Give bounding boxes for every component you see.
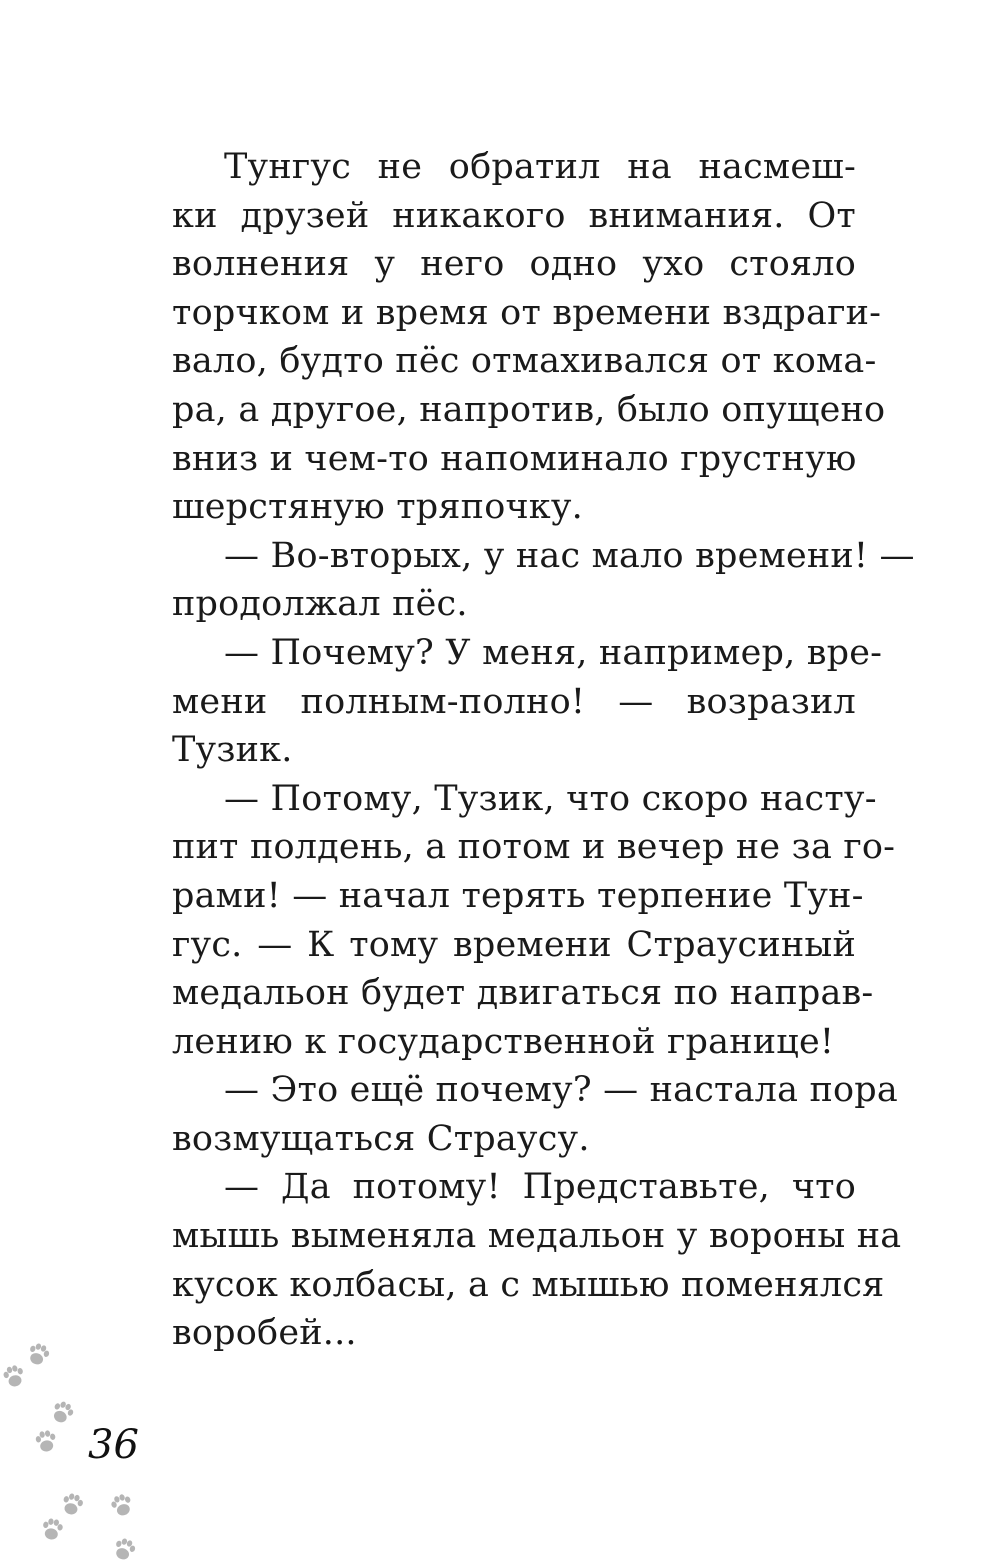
text-line: воробей...	[172, 1313, 357, 1354]
text-line: мени полным-полно! — возразил	[172, 681, 856, 722]
text-line: кусок колбасы, а с мышью поменялся	[172, 1264, 885, 1305]
page-text	[172, 143, 915, 1358]
text-line: — Потому, Тузик, что скоро насту-	[224, 778, 877, 819]
text-line: шерстяную тряпочку.	[172, 487, 583, 528]
text-line: пит полдень, а потом и вечер не за го-	[172, 827, 896, 868]
text-line: ки друзей никакого внимания. От	[172, 195, 856, 236]
text-line: ра, а другое, напротив, было опущено	[172, 389, 886, 430]
text-line: вало, будто пёс отмахивался от кома-	[172, 341, 877, 382]
text-line: рами! — начал терять терпение Тун-	[172, 875, 864, 916]
text-line: — Это ещё почему? — настала пора	[224, 1070, 898, 1111]
text-line: вниз и чем-то напоминало грустную	[172, 438, 857, 479]
text-line: медальон будет двигаться по направ-	[172, 973, 874, 1014]
text-line: мышь выменяла медальон у вороны на	[172, 1216, 902, 1257]
text-line: гус. — К тому времени Страусиный	[172, 924, 856, 965]
text-line: Тунгус не обратил на насмеш-	[224, 147, 856, 187]
text-line: торчком и время от времени вздраги-	[172, 292, 882, 333]
text-line: волнения у него одно ухо стояло	[172, 244, 856, 285]
text-line: — Почему? У меня, например, вре-	[224, 632, 883, 673]
text-line: Тузик.	[172, 730, 293, 771]
text-line: лению к государственной границе!	[172, 1021, 835, 1062]
text-line: возмущаться Страусу.	[172, 1118, 590, 1159]
text-line: продолжал пёс.	[172, 584, 468, 625]
page-number: 36	[88, 1422, 139, 1468]
text-line: — Во-вторых, у нас мало времени! —	[224, 535, 915, 576]
text-line: — Да потому! Представьте, что	[224, 1167, 856, 1208]
